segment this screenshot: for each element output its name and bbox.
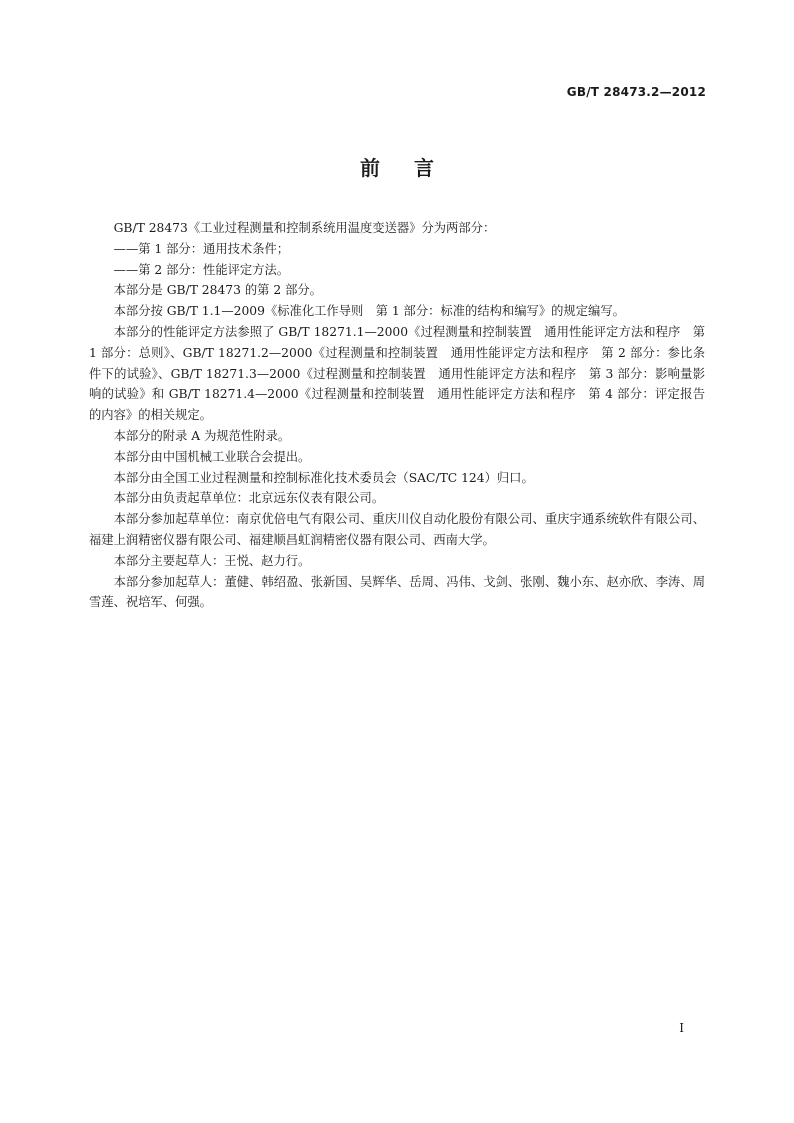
- standard-number: GB/T 28473.2—2012: [566, 85, 706, 99]
- paragraph-parts-overview: GB/T 28473《工业过程测量和控制系统用温度变送器》分为两部分：: [113, 221, 496, 235]
- foreword-body: [89, 218, 705, 613]
- paragraph-this-part: 本部分是 GB/T 28473 的第 2 部分。: [113, 283, 322, 298]
- paragraph-proposer: 本部分由中国机械工业联合会提出。: [113, 449, 311, 464]
- paragraph-participating-units: 本部分参加起草单位：南京优倍电气有限公司、重庆川仪自动化股份有限公司、重庆宇通系统软件有限公司、福建上润精密仪器有限公司、福建顺昌虹润精密仪器有限公司、西南大学。: [89, 512, 705, 547]
- paragraph-annex: 本部分的附录 A 为规范性附录。: [113, 428, 291, 443]
- page-number: I: [679, 1021, 684, 1035]
- paragraph-part-2: ——第 2 部分：性能评定方法。: [113, 262, 290, 277]
- paragraph-main-drafters: 本部分主要起草人：王悦、赵力行。: [113, 553, 311, 568]
- page-title: 前言: [360, 156, 468, 180]
- paragraph-drafting-rules: 本部分按 GB/T 1.1—2009《标准化工作导则 第 1 部分：标准的结构和编写》的规定编写。: [113, 304, 625, 319]
- paragraph-references: 本部分的性能评定方法参照了 GB/T 18271.1—2000《过程测量和控制装置 通用性能评定方法和程序 第 1 部分：总则》、GB/T 18271.2—2000《过程测量和控制装置 通用性能评定方法和程序 第 2 部分：参比条件下的试验》、GB/T 18271.3—2000《过程测量和控制装置 通用性能评定方法和程序 第 3 部分：影响量影响的试验》和 GB/T 18271.4—2000《过程测量和控制装置 通用性能评定方法和程序 第 4 部分：评定报告的内容》的相关规定。: [89, 324, 705, 423]
- paragraph-responsible-unit: 本部分由负责起草单位：北京远东仪表有限公司。: [113, 491, 385, 506]
- paragraph-part-1: ——第 1 部分：通用技术条件；: [113, 241, 290, 256]
- paragraph-participating-drafters: 本部分参加起草人：董健、韩绍盈、张新国、吴辉华、岳周、冯伟、戈剑、张刚、魏小东、赵亦欣、李涛、周雪莲、祝培军、何强。: [89, 574, 705, 610]
- paragraph-committee: 本部分由全国工业过程测量和控制标准化技术委员会（SAC/TC 124）归口。: [113, 470, 534, 485]
